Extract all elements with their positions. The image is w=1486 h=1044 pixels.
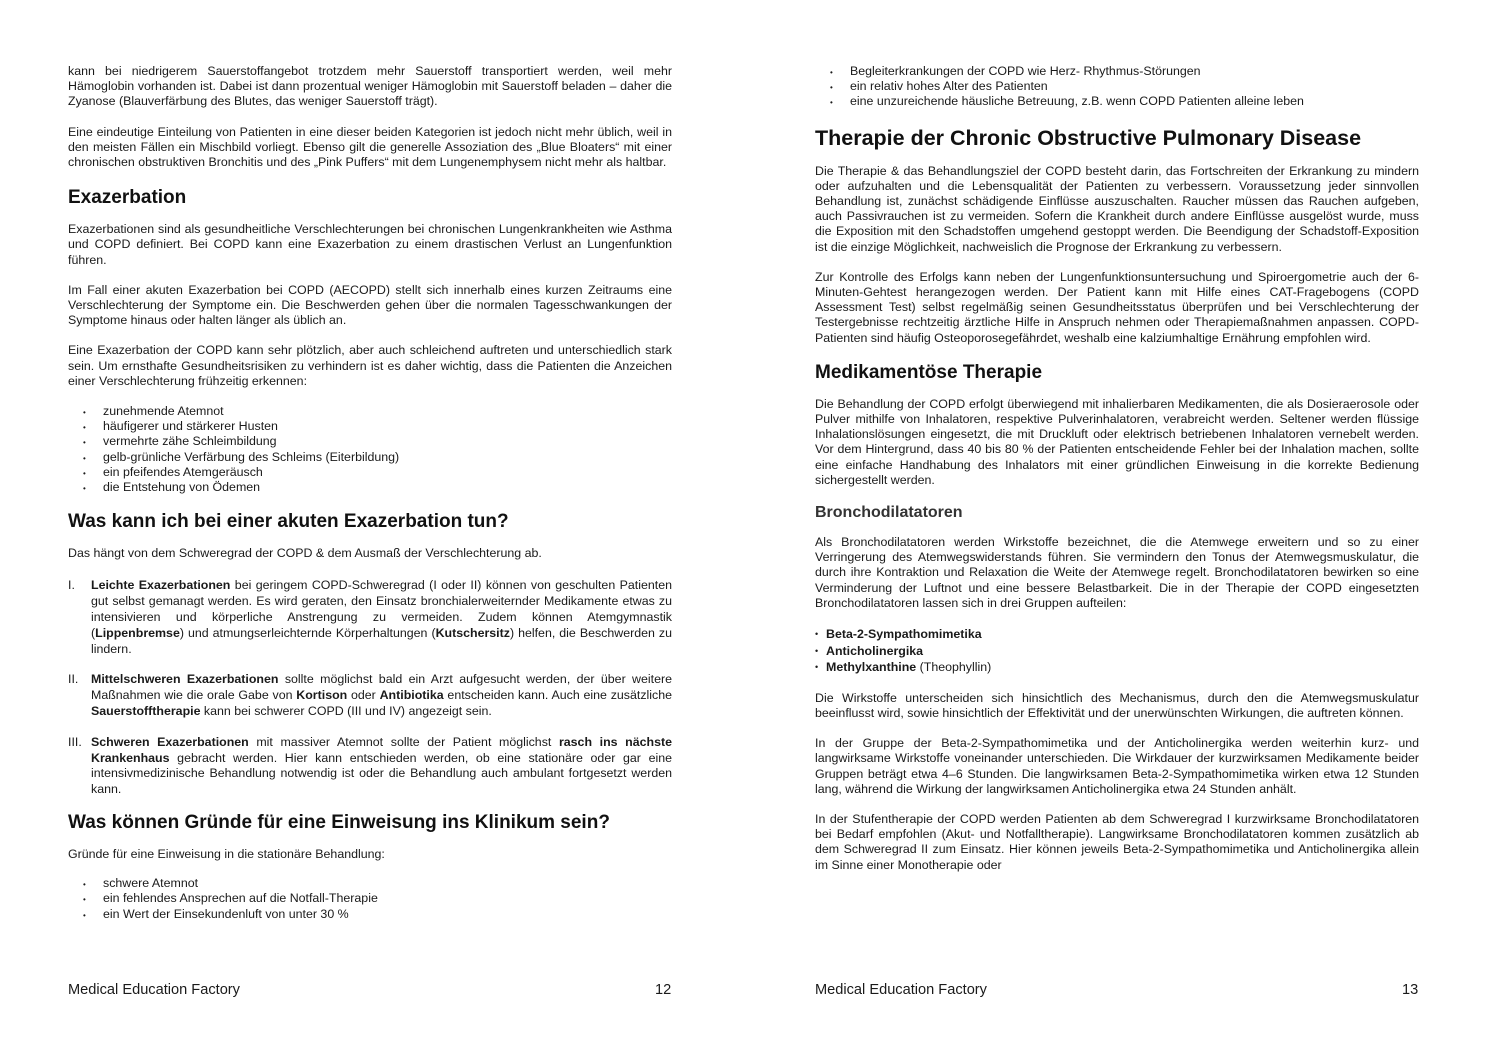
list-item: • die Entstehung von Ödemen [68, 480, 672, 495]
item-text: ) helfen, die Beschwerden zu lindern. [91, 625, 672, 656]
item-text: oder [347, 688, 380, 703]
bold-term: Leichte Exazerbationen [91, 578, 231, 593]
heading-exazerbation: Exazerbation [68, 187, 187, 209]
severity-item-medium [68, 672, 672, 719]
severity-item-severe [68, 735, 672, 798]
item-text: mit massiver Atemnot sollte der Patient möglichst [248, 734, 559, 749]
intro-paragraph-2: Eine eindeutige Einteilung von Patienten in eine dieser beiden Kategorien ist jedoch nicht mehr üblich, weil in den meisten Fällen ein Mischbild vorliegt. Ebenso gilt die generelle Assoziation des „Blue Bloaters“ mit einer chronischen obstruktiven Bronchitis und des „Pink Puffers“ mit dem Lungenemphysem nicht mehr als haltbar. [68, 124, 672, 170]
bold-term: Kutschersitz [435, 625, 510, 640]
item-text: bei geringem COPD-Schweregrad (I oder II) können von geschulten Patienten gut selbst gemanagt werden. Es wird geraten, den Einsatz bronchialerweiternder Medikamente etwas zu intensivieren und körperliche Anstrengung zu vermeiden. Zudem können Atemgymnastik ( [91, 578, 672, 640]
footer-brand-right: Medical Education Factory [815, 982, 987, 998]
list-item: • ein pfeifendes Atemgeräusch [68, 465, 672, 480]
list-item: • ein Wert der Einsekundenluft von unter 30 % [68, 907, 672, 922]
heading-bronchodilatatoren: Bronchodilatatoren [815, 504, 963, 522]
exazerbation-paragraph-2: Im Fall einer akuten Exazerbation bei COPD (AECOPD) stellt sich innerhalb eines kurzen Zeitraums eine Verschlechterung der Symptome ein. Die Beschwerden gehen über die normalen Tagesschwankungen der Symptome hinaus oder halten länger als üblich an. [68, 282, 672, 328]
was-tun-paragraph: Das hängt von dem Schweregrad der COPD & dem Ausmaß der Verschlechterung ab. [68, 546, 542, 561]
bold-term: Antibiotika [379, 688, 444, 703]
list-item [815, 626, 1419, 643]
bold-term: Schweren Exazerbationen [91, 734, 249, 749]
roman-numeral: II. [68, 672, 79, 687]
heading-medikamentoese-therapie: Medikamentöse Therapie [815, 361, 1043, 383]
severity-item-light [68, 578, 672, 657]
broncho-paragraph-4: In der Stufentherapie der COPD werden Patienten ab dem Schweregrad I kurzwirksame Bronchodilatatoren bei Bedarf empfohlen (Akut- und Notfalltherapie). Langwirksame Bronchodilatatoren kommen zusätzlich ab dem Schweregrad II zum Einsatz. Hier können jeweils Beta-2-Sympathomimetika und Anticholinergika allein im Sinne einer Monotherapie oder [815, 812, 1419, 872]
left-page [68, 64, 672, 937]
therapie-paragraph-2: Zur Kontrolle des Erfolgs kann neben der Lungenfunktionsuntersuchung und Spiroergometrie auch der 6-Minuten-Gehtest herangezogen werden. Der Patient kann mit Hilfe eines CAT-Fragebogens (COPD Assessment Test) selbst regelmäßig seinen Gesundheitsstatus überprüfen und bei Verschlechterung der Testergebnisse rechtzeitig ärztliche Hilfe in Anspruch nehmen oder Therapiemaßnahmen anpassen. COPD-Patienten sind häufig Osteoporosegefährdet, weshalb eine kalziumhaltige Ernährung empfohlen wird. [815, 269, 1419, 345]
heading-gruende: Was können Gründe für eine Einweisung ins Klinikum sein? [68, 812, 610, 834]
list-item [815, 643, 1419, 660]
heading-therapie: Therapie der Chronic Obstructive Pulmonary Disease [815, 125, 1362, 150]
item-text: sollte möglichst bald ein Arzt aufgesucht werden, der über weitere Maßnahmen wie die orale Gabe von [91, 672, 673, 703]
list-item: • Begleiterkrankungen der COPD wie Herz- Rhythmus-Störungen [815, 64, 1419, 79]
heading-was-tun: Was kann ich bei einer akuten Exazerbation tun? [68, 511, 509, 533]
page-number-right: 13 [1402, 982, 1419, 998]
page-number-left: 12 [655, 982, 672, 998]
list-item: • zunehmende Atemnot [68, 404, 672, 419]
gruende-list-continued [815, 64, 1419, 110]
medikamentoes-paragraph: Die Behandlung der COPD erfolgt überwiegend mit inhalierbaren Medikamenten, die als Dosieraerosole oder Pulver mithilfe von Inhalatoren, respektive Pulverinhalatoren, verabreicht werden. Seltener werden flüssige Inhalationslösungen eingesetzt, die mit Druckluft oder elektrisch betriebenen Inhalatoren vernebelt werden. Vor dem Hintergrund, dass 40 bis 80 % der Patienten entscheidende Fehler bei der Inhalation machen, sollte eine einfache Handhabung des Inhalators mit einer gründlichen Einweisung in die korrekte Bedienung sichergestellt werden. [815, 396, 1419, 487]
intro-paragraph-1: kann bei niedrigerem Sauerstoffangebot trotzdem mehr Sauerstoff transportiert werden, weil mehr Hämoglobin vorhanden ist. Dabei ist dann prozentual weniger Hämoglobin mit Sauerstoff beladen – daher die Zyanose (Blauverfärbung des Blutes, das weniger Sauerstoff trägt). [68, 64, 672, 109]
list-item: • eine unzureichende häusliche Betreuung, z.B. wenn COPD Patienten alleine leben [815, 94, 1419, 109]
broncho-paragraph-1: Als Bronchodilatatoren werden Wirkstoffe bezeichnet, die die Atemwege erweitern und so zu einer Verringerung des Atemwegswiderstands führen. Sie vermindern den Tonus der Atemwegsmuskulatur, die durch ihre Kontraktion und Relaxation die Weite der Atemwege regelt. Bronchodilatatoren bewirken so eine Verminderung der Luftnot und eine bessere Belastbarkeit. Die in der Therapie der COPD eingesetzten Bronchodilatatoren lassen sich in drei Gruppen aufteilen: [815, 535, 1419, 610]
broncho-paragraph-2: Die Wirkstoffe unterscheiden sich hinsichtlich des Mechanismus, durch den die Atemwegsmuskulatur beeinflusst wird, sowie hinsichtlich der Effektivität und der unerwünschten Wirkungen, die auftreten können. [815, 690, 1419, 721]
bronchodilatator-groups [815, 626, 1419, 676]
list-item [815, 659, 1419, 676]
roman-numeral: I. [68, 578, 75, 593]
roman-numeral: III. [68, 734, 82, 749]
list-item: • ein relativ hohes Alter des Patienten [815, 79, 1419, 94]
bold-term: Lippenbremse [95, 625, 180, 640]
group-note: (Theophyllin) [916, 660, 992, 675]
bold-term: Kortison [296, 688, 348, 703]
exazerbation-paragraph-1: Exazerbationen sind als gesundheitliche Verschlechterungen bei chronischen Lungenkrankheiten wie Asthma und COPD definiert. Bei COPD kann eine Exazerbation zu einem drastischen Verlust an Lungenfunktion führen. [68, 222, 672, 267]
item-text: kann bei schwerer COPD (III und IV) angezeigt sein. [200, 704, 492, 719]
bold-term: Sauerstofftherapie [91, 704, 201, 719]
bold-term: rasch ins nächste Krankenhaus [91, 734, 672, 765]
gruende-paragraph: Gründe für eine Einweisung in die stationäre Behandlung: [68, 847, 385, 862]
symptom-list [68, 404, 672, 495]
footer-brand-left: Medical Education Factory [68, 982, 240, 998]
therapie-paragraph-1: Die Therapie & das Behandlungsziel der COPD besteht darin, das Fortschreiten der Erkrankung zu mindern oder aufzuhalten und die Lebensqualität der Patienten zu verbessern. Voraussetzung jeder sinnvollen Behandlung ist, zunächst schädigende Einflüsse auszuschalten. Raucher müssen das Rauchen aufgeben, auch Passivrauchen ist zu vermeiden. Sofern die Krankheit durch andere Einflüsse ausgelöst wurde, muss die Exposition mit den Schadstoffen umgehend gestoppt werden. Die Beendigung der Schadstoff-Exposition ist die einzige Möglichkeit, nachweislich die Prognose der Erkrankung zu verbessern. [815, 163, 1419, 254]
list-item: • vermehrte zähe Schleimbildung [68, 434, 672, 449]
list-item: • gelb-grünliche Verfärbung des Schleims (Eiterbildung) [68, 450, 672, 465]
severity-list [68, 578, 672, 798]
group-name: Beta-2-Sympathomimetika [826, 627, 982, 642]
list-item: • ein fehlendes Ansprechen auf die Notfall-Therapie [68, 891, 672, 906]
group-name: Methylxanthine [826, 660, 917, 675]
item-text: ) und atmungserleichternde Körperhaltungen ( [179, 625, 436, 640]
right-page [815, 64, 1419, 888]
item-text: entscheiden kann. Auch eine zusätzliche [443, 688, 673, 703]
gruende-list [68, 876, 672, 922]
bold-term: Mittelschweren Exazerbationen [91, 672, 279, 687]
exazerbation-paragraph-3: Eine Exazerbation der COPD kann sehr plötzlich, aber auch schleichend auftreten und unterschiedlich stark sein. Um ernsthafte Gesundheitsrisiken zu verhindern ist es daher wichtig, dass die Patienten die Anzeichen einer Verschlechterung frühzeitig erkennen: [68, 343, 672, 388]
list-item: • schwere Atemnot [68, 876, 672, 891]
group-name: Anticholinergika [826, 643, 924, 658]
item-text: gebracht werden. Hier kann entschieden werden, ob eine stationäre oder gar eine intensivmedizinische Behandlung notwendig ist oder die Behandlung auch ambulant fortgesetzt werden kann. [91, 750, 672, 797]
list-item: • häufigerer und stärkerer Husten [68, 419, 672, 434]
broncho-paragraph-3: In der Gruppe der Beta-2-Sympathomimetika und der Anticholinergika werden weiterhin kurz- und langwirksame Wirkstoffe voneinander unterschieden. Die Wirkdauer der kurzwirksamen Medikamente beider Gruppen beträgt etwa 4–6 Stunden. Die langwirksamen Beta-2-Sympathomimetika wirken etwa 12 Stunden lang, während die Wirkung der langwirksamen Anticholinergika etwa 24 Stunden anhält. [815, 736, 1419, 796]
